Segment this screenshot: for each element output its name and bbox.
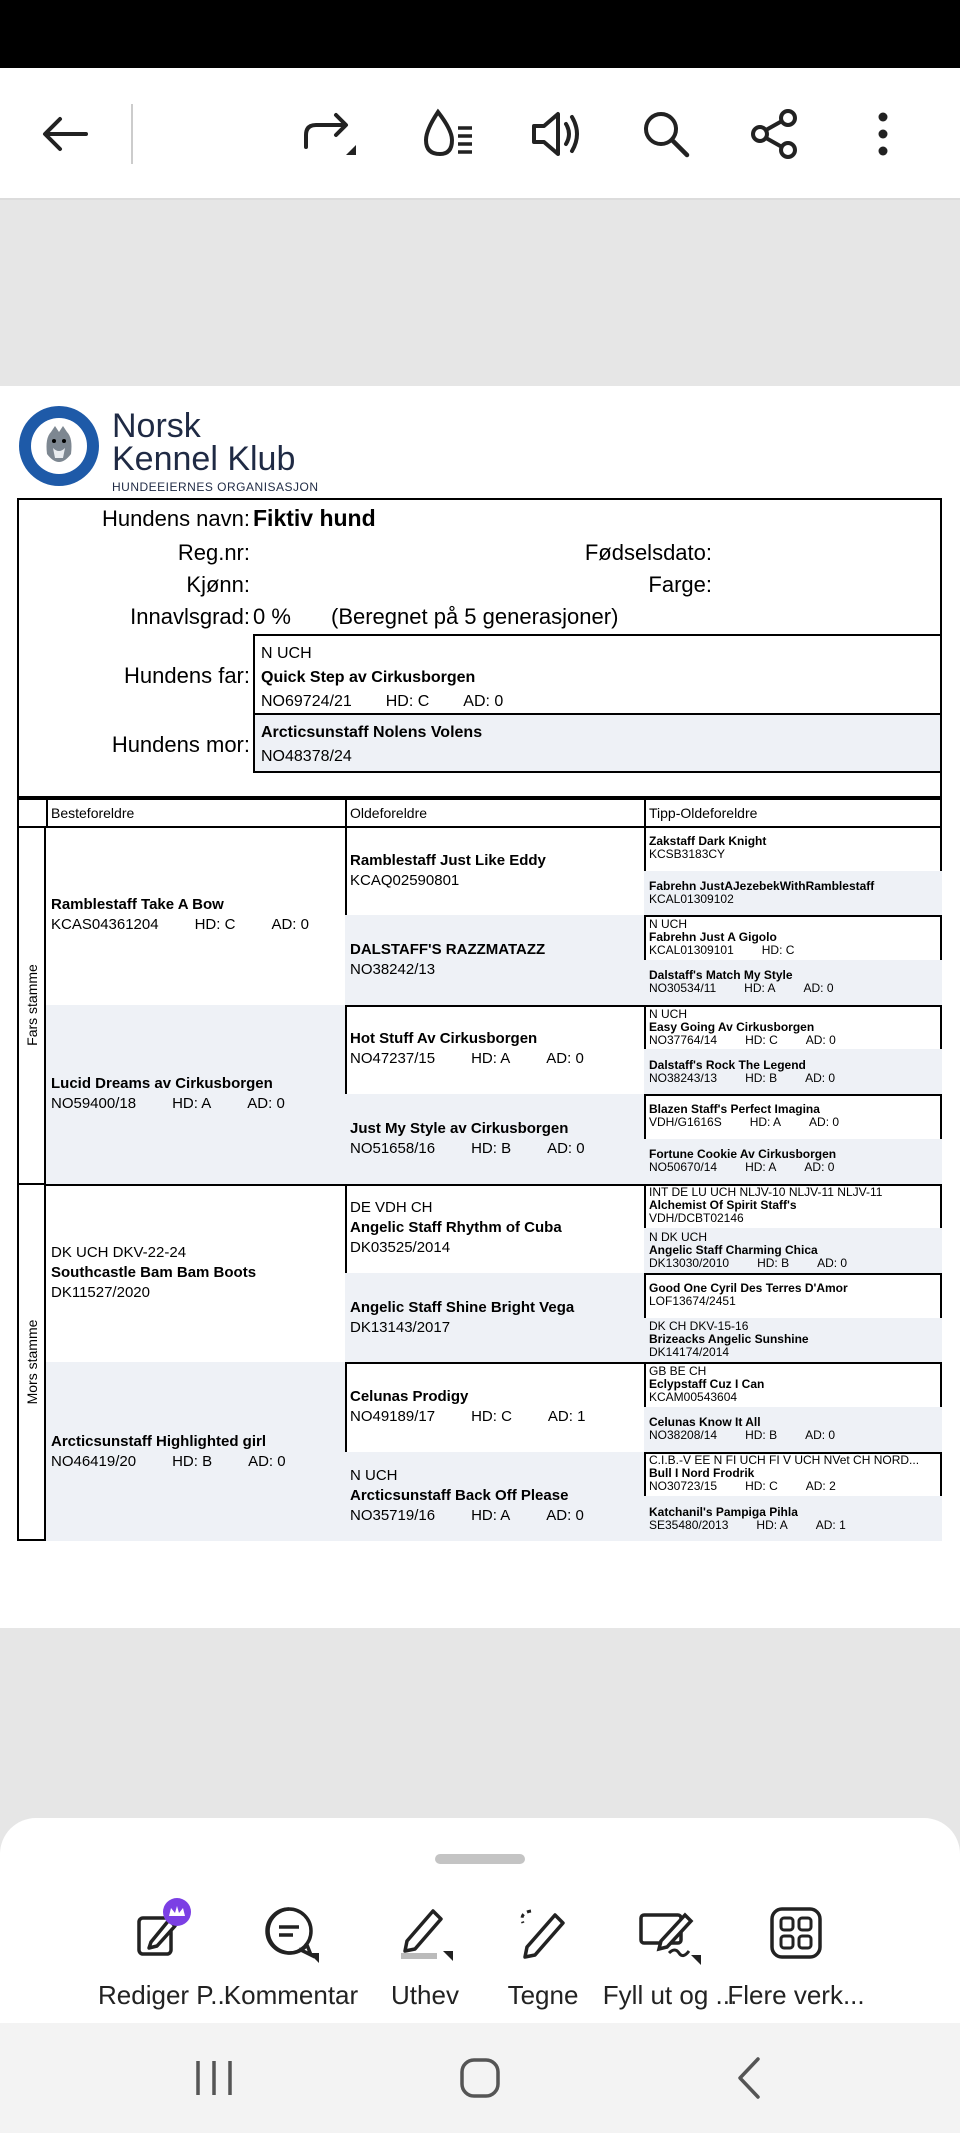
pdf-page[interactable] xyxy=(0,386,960,1628)
dog-reg: KCAQ02590801 xyxy=(350,871,460,889)
dog-reg: DK13143/2017 xyxy=(350,1318,451,1336)
mother-name: Arcticsunstaff Nolens Volens xyxy=(261,724,483,741)
dog-name: Fabrehn Just A Gigolo xyxy=(649,930,777,945)
great-great-grandparent-cell xyxy=(644,915,942,962)
dog-hd: HD: A xyxy=(745,1160,777,1175)
header-great-great-grandparents: Tipp-Oldeforeldre xyxy=(644,800,942,828)
great-grandparent-cell xyxy=(345,1362,646,1453)
great-great-grandparent-cell xyxy=(644,1452,942,1499)
dog-name: Fabrehn JustAJezebekWithRamblestaff xyxy=(649,879,875,894)
dog-reg: SE35480/2013 xyxy=(649,1517,729,1532)
great-great-grandparent-cell xyxy=(644,1362,942,1409)
dog-name: Ramblestaff Just Like Eddy xyxy=(350,851,546,869)
dog-reg: KCAL01309101 xyxy=(649,943,734,958)
dog-ad: AD: 0 xyxy=(248,1452,286,1470)
color-label: Farge: xyxy=(648,572,712,597)
edit-pdf-icon xyxy=(95,1898,235,1968)
fill-sign-icon xyxy=(600,1898,740,1968)
dog-ad: AD: 1 xyxy=(815,1517,846,1532)
dog-name: Fortune Cookie Av Cirkusborgen xyxy=(649,1147,837,1162)
great-grandparent-cell xyxy=(345,915,646,1006)
dog-reg: VDH/DCBT02146 xyxy=(649,1211,744,1226)
great-great-grandparent-cell xyxy=(644,1273,942,1320)
dog-name: Alchemist Of Spirit Staff's xyxy=(649,1198,797,1213)
tool-fill-sign[interactable] xyxy=(600,1898,740,2011)
dog-reg: NO49189/17 xyxy=(350,1407,436,1425)
side-mother-line xyxy=(19,1183,46,1541)
dog-hd: HD: A xyxy=(749,1115,782,1130)
dog-name: Just My Style av Cirkusborgen xyxy=(350,1119,569,1137)
status-bar xyxy=(0,0,960,68)
dog-ad: AD: 0 xyxy=(817,1256,848,1271)
great-great-grandparent-cell xyxy=(644,960,942,1007)
recent-apps-icon[interactable] xyxy=(190,2055,238,2101)
great-grandparent-cell xyxy=(345,1094,646,1185)
dog-hd: HD: C xyxy=(471,1407,512,1425)
dog-title: DK CH DKV-15-16 xyxy=(649,1319,749,1334)
side-father-line xyxy=(19,826,46,1185)
inbreeding-value: 0 % xyxy=(253,604,291,629)
father-reg: NO69724/21 xyxy=(261,693,352,710)
dog-reg: NO47237/15 xyxy=(350,1050,436,1068)
dog-name: Dalstaff's Match My Style xyxy=(649,968,793,983)
home-icon[interactable] xyxy=(456,2055,504,2101)
dog-name: Lucid Dreams av Cirkusborgen xyxy=(51,1075,273,1093)
logo-line1: Norsk xyxy=(112,407,201,445)
logo-line2: Kennel Klub xyxy=(112,440,296,478)
back-arrow-icon[interactable] xyxy=(25,94,105,174)
corner-header xyxy=(19,800,48,828)
birth-label: Fødselsdato: xyxy=(584,540,712,565)
dog-ad: AD: 0 xyxy=(809,1115,840,1130)
dog-hd: HD: A xyxy=(744,981,776,996)
mother-reg: NO48378/24 xyxy=(261,748,352,765)
dog-reg: NO30723/15 xyxy=(649,1479,718,1494)
dog-hd: HD: B xyxy=(471,1139,512,1157)
father-ad: AD: 0 xyxy=(463,693,504,710)
top-toolbar xyxy=(0,68,960,200)
dog-reg: DK11527/2020 xyxy=(51,1283,150,1301)
comment-icon xyxy=(221,1898,361,1968)
dog-title: DK UCH DKV-22-24 xyxy=(51,1243,187,1261)
reg-label: Reg.nr: xyxy=(177,540,250,565)
redo-icon[interactable] xyxy=(290,94,370,174)
dog-hd: HD: A xyxy=(471,1507,511,1525)
dog-reg: NO38242/13 xyxy=(350,961,436,979)
dog-name: Hot Stuff Av Cirkusborgen xyxy=(350,1030,538,1048)
grandparent-cell xyxy=(46,826,347,1007)
inbreeding-note: (Beregnet på 5 generasjoner) xyxy=(331,604,619,629)
dog-name: Angelic Staff Rhythm of Cuba xyxy=(350,1219,562,1237)
dog-name: Zakstaff Dark Knight xyxy=(649,834,767,849)
dog-reg: NO37764/14 xyxy=(649,1032,718,1047)
dog-title: INT DE LU UCH NLJV-10 NLJV-11 NLJV-11 xyxy=(649,1185,883,1200)
dog-hd: HD: B xyxy=(172,1452,213,1470)
dog-ad: AD: 0 xyxy=(546,1507,584,1525)
dog-name: Katchanil's Pampiga Pihla xyxy=(649,1504,798,1519)
tool-label: Kommentar xyxy=(223,1980,359,2010)
dog-title: GB BE CH xyxy=(649,1364,707,1379)
great-great-grandparent-cell xyxy=(644,1005,942,1052)
dog-name: Southcastle Bam Bam Boots xyxy=(51,1263,257,1281)
more-tools-icon xyxy=(726,1898,866,1968)
dog-ad: AD: 0 xyxy=(803,981,834,996)
drag-handle[interactable] xyxy=(435,1854,525,1864)
search-icon[interactable] xyxy=(626,94,706,174)
dog-title: N UCH xyxy=(649,917,687,932)
dog-title: C.I.B.-V EE N FI UCH FI V UCH NVet CH NORD... xyxy=(649,1453,920,1468)
pedigree-table xyxy=(17,798,942,1541)
great-great-grandparent-cell xyxy=(644,1318,942,1365)
mother-label: Hundens mor: xyxy=(111,732,250,757)
dog-reg: VDH/G1616S xyxy=(649,1115,722,1130)
tool-label: Tegne xyxy=(507,1980,579,2010)
share-icon[interactable] xyxy=(734,94,814,174)
dog-reg: DK13030/2010 xyxy=(649,1256,730,1271)
page-gap xyxy=(0,1628,960,1818)
dog-hd: HD: B xyxy=(757,1256,790,1271)
dog-name: Easy Going Av Cirkusborgen xyxy=(649,1019,815,1034)
dog-ad: AD: 1 xyxy=(547,1407,586,1425)
inbreeding-label: Innavlsgrad: xyxy=(130,604,250,629)
system-nav-bar xyxy=(0,2023,960,2133)
father-title: N UCH xyxy=(261,645,312,662)
dog-hd: HD: C xyxy=(745,1032,778,1047)
tool-more-tools[interactable] xyxy=(726,1898,866,2011)
father-hd: HD: C xyxy=(385,693,430,710)
dog-hd: HD: C xyxy=(745,1479,778,1494)
grandparent-cell xyxy=(46,1184,347,1365)
dog-ad: AD: 0 xyxy=(247,1095,285,1113)
dog-ad: AD: 0 xyxy=(804,1160,835,1175)
dog-hd: HD: B xyxy=(745,1428,778,1443)
tool-draw[interactable] xyxy=(473,1898,613,2011)
toolbar-divider xyxy=(131,104,133,164)
grandparent-cell xyxy=(46,1362,347,1541)
dog-name: Ramblestaff Take A Bow xyxy=(51,896,224,914)
draw-icon xyxy=(473,1898,613,1968)
dog-name: Celunas Prodigy xyxy=(350,1387,469,1405)
dog-info-box xyxy=(17,498,942,798)
read-aloud-icon[interactable] xyxy=(516,94,596,174)
mother-box xyxy=(253,713,942,773)
dog-name: Eclypstaff Cuz I Can xyxy=(649,1377,765,1392)
dog-title: N UCH xyxy=(350,1467,398,1485)
liquid-mode-icon[interactable] xyxy=(408,94,488,174)
dog-reg: NO30534/11 xyxy=(649,981,717,996)
header-grandparents: Besteforeldre xyxy=(46,800,347,828)
dog-ad: AD: 0 xyxy=(805,1032,836,1047)
great-great-grandparent-cell xyxy=(644,871,942,918)
dog-name: Angelic Staff Charming Chica xyxy=(649,1243,818,1258)
dog-name: Bull I Nord Frodrik xyxy=(649,1466,755,1481)
tool-comment[interactable] xyxy=(221,1898,361,2011)
grandparent-cell xyxy=(46,1005,347,1186)
great-great-grandparent-cell xyxy=(644,1139,942,1186)
dog-hd: HD: A xyxy=(756,1517,788,1532)
father-label: Hundens far: xyxy=(124,663,250,688)
dog-reg: NO35719/16 xyxy=(350,1507,436,1525)
dog-reg: NO51658/16 xyxy=(350,1139,436,1157)
dog-reg: KCSB3183CY xyxy=(649,847,726,862)
great-great-grandparent-cell xyxy=(644,1094,942,1141)
great-grandparent-cell xyxy=(345,1005,646,1096)
father-box xyxy=(253,634,942,715)
dog-name: DALSTAFF'S RAZZMATAZZ xyxy=(350,941,546,959)
dog-reg: NO38243/13 xyxy=(649,1070,718,1085)
header-great-grandparents: Oldeforeldre xyxy=(345,800,646,828)
dog-name: Blazen Staff's Perfect Imagina xyxy=(649,1102,820,1117)
great-grandparent-cell xyxy=(345,1273,646,1364)
dog-ad: AD: 0 xyxy=(805,1428,836,1443)
dog-title: DE VDH CH xyxy=(350,1199,433,1217)
dog-hd: HD: A xyxy=(172,1095,212,1113)
great-great-grandparent-cell xyxy=(644,826,942,873)
dog-name: Celunas Know It All xyxy=(649,1415,761,1430)
great-grandparent-cell xyxy=(345,1452,646,1541)
dog-reg: DK14174/2014 xyxy=(649,1345,730,1360)
dog-ad: AD: 2 xyxy=(805,1479,836,1494)
dog-hd: HD: C xyxy=(761,943,795,958)
great-great-grandparent-cell xyxy=(644,1228,942,1275)
dog-ad: AD: 0 xyxy=(805,1070,836,1085)
dog-hd: HD: C xyxy=(194,916,236,934)
dog-name: Dalstaff's Rock The Legend xyxy=(649,1057,806,1072)
name-label: Hundens navn: xyxy=(102,506,250,531)
dog-title: N UCH xyxy=(649,1006,687,1021)
dog-name: Arcticsunstaff Highlighted girl xyxy=(51,1432,267,1450)
dog-name: Fiktiv hund xyxy=(253,505,376,531)
page-gap xyxy=(0,202,960,386)
dog-title: N DK UCH xyxy=(649,1230,708,1245)
back-icon[interactable] xyxy=(726,2055,774,2101)
dog-name: Arcticsunstaff Back Off Please xyxy=(350,1487,569,1505)
sex-label: Kjønn: xyxy=(186,572,250,597)
great-great-grandparent-cell xyxy=(644,1184,942,1231)
dog-name: Brizeacks Angelic Sunshine xyxy=(649,1332,809,1347)
tool-label: Fyll ut og ... xyxy=(602,1980,738,2010)
dog-reg: NO38208/14 xyxy=(649,1428,718,1443)
tool-label: Flere verk... xyxy=(727,1980,865,2010)
nkk-logo-text xyxy=(112,407,319,494)
great-great-grandparent-cell xyxy=(644,1407,942,1454)
dog-reg: LOF13674/2451 xyxy=(649,1294,736,1309)
tool-label: Uthev xyxy=(391,1980,459,2010)
dog-name: Angelic Staff Shine Bright Vega xyxy=(350,1298,575,1316)
tools-sheet xyxy=(0,1818,960,2023)
more-vertical-icon[interactable] xyxy=(843,94,923,174)
dog-reg: NO59400/18 xyxy=(51,1095,137,1113)
tool-label: Rediger P... xyxy=(98,1980,232,2010)
nkk-seal-logo xyxy=(17,404,101,488)
dog-reg: KCAS04361204 xyxy=(51,916,159,934)
side-father-label: Fars stamme xyxy=(23,963,40,1046)
dog-ad: AD: 0 xyxy=(271,916,309,934)
dog-reg: KCAM00543604 xyxy=(649,1390,738,1405)
dog-reg: NO50670/14 xyxy=(649,1160,718,1175)
great-great-grandparent-cell xyxy=(644,1049,942,1096)
dog-reg: NO46419/20 xyxy=(51,1452,137,1470)
logo-tagline: HUNDEEIERNES ORGANISASJON xyxy=(112,480,319,494)
dog-hd: HD: B xyxy=(745,1070,778,1085)
side-mother-label: Mors stamme xyxy=(23,1319,40,1405)
great-grandparent-cell xyxy=(345,1184,646,1275)
dog-hd: HD: A xyxy=(471,1050,511,1068)
great-great-grandparent-cell xyxy=(644,1496,942,1541)
great-grandparent-cell xyxy=(345,826,646,917)
father-name: Quick Step av Cirkusborgen xyxy=(261,669,476,686)
dog-ad: AD: 0 xyxy=(546,1050,584,1068)
tool-edit-pdf[interactable] xyxy=(95,1898,235,2011)
dog-reg: DK03525/2014 xyxy=(350,1239,451,1257)
dog-reg: KCAL01309102 xyxy=(649,892,734,907)
dog-name: Good One Cyril Des Terres D'Amor xyxy=(649,1281,848,1296)
dog-ad: AD: 0 xyxy=(547,1139,585,1157)
